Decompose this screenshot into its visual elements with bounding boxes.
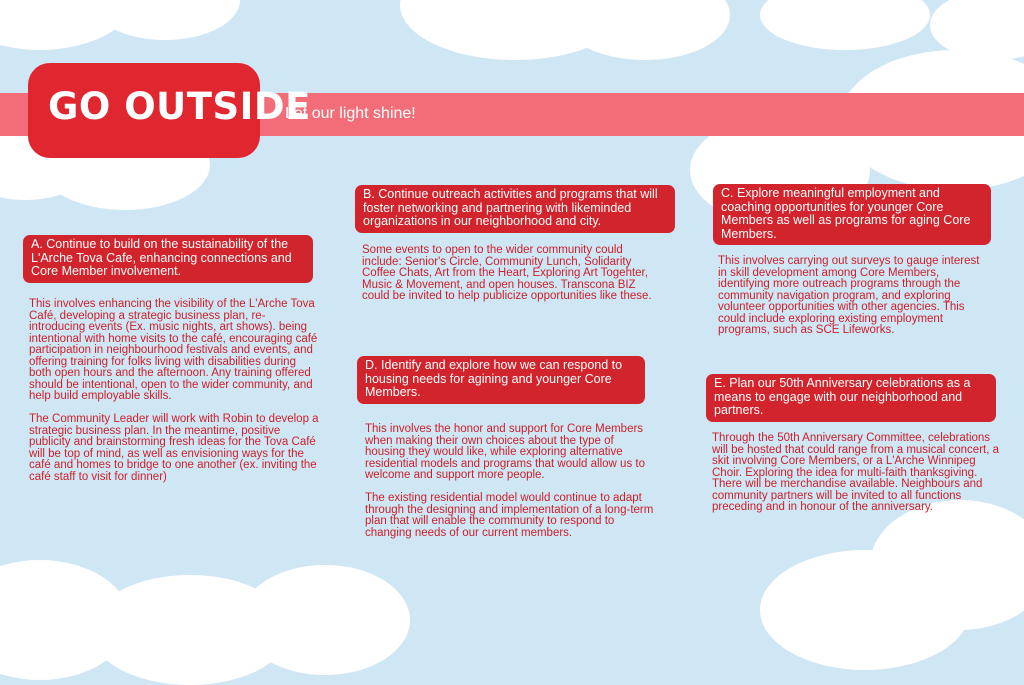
section-a-paragraph-1: This involves enhancing the visibility of the L'Arche Tova Café, developing a strategic business plan, re-introducing events (Ex. music nights, art shows). being intentional with home visits to the café, encouraging café participation in neighbourhood festivals and events, and offering training for folks living with disabilities during both open hours and the afternoon. Any training offered should be intentional, open to the wider community, and help build employable skills. [29, 298, 318, 402]
section-b-heading: B. Continue outreach activities and programs that will foster networking and partnering with likeminded organizations in our neighborhood and city. [355, 185, 675, 233]
section-a-body [29, 299, 319, 495]
section-c-heading: C. Explore meaningful employment and coaching opportunities for younger Core Members as well as programs for aging Core Members. [713, 184, 991, 245]
section-b-body [362, 245, 652, 314]
section-c-paragraph-1: This involves carrying out surveys to gauge interest in skill development among Core Members, identifying more outreach programs through the community navigation program, and exploring volunteer opportunities with other agencies. This could include exploring existing employment programs, such as SCE Lifeworks. [718, 255, 980, 336]
section-d-body [365, 424, 655, 551]
section-b-paragraph-1: Some events to open to the wider community could include: Senior's Circle, Community Lunch, Solidarity Coffee Chats, Art from the Heart, Exploring Art Togehter, Music & Movement, and open houses. Transcona BIZ could be invited to help publicize opportunities like these. [362, 244, 652, 302]
section-c-body [718, 256, 988, 348]
section-a-heading: A. Continue to build on the sustainability of the L'Arche Tova Cafe, enhancing connections and Core Member involvement. [23, 235, 313, 283]
section-d-paragraph-2: The existing residential model would continue to adapt through the designing and implementation of a long-term plan that will enable the community to respond to changing needs of our current members. [365, 492, 654, 539]
section-e-body [712, 433, 1002, 525]
section-d-paragraph-1: This involves the honor and support for Core Members when making their own choices about the type of housing they would like, while exploring alternative residential models and programs that would allow us to welcome and support more people. [365, 423, 645, 481]
section-e-heading: E. Plan our 50th Anniversary celebrations as a means to engage with our neighborhood and partners. [706, 374, 996, 422]
page-title: GO OUTSIDE [48, 85, 311, 128]
section-e-paragraph-1: Through the 50th Anniversary Committee, celebrations will be hosted that could range from a musical concert, a skit involving Core Members, or a L'Arche Winnipeg Choir. Exploring the idea for multi-faith thanksgiving. There will be merchandise available. Neighbours and community partners will be invited to all functions preceding and in honour of the anniversary. [712, 432, 1000, 513]
page-tagline: Let our light shine! [285, 105, 416, 122]
section-a-paragraph-2: The Community Leader will work with Robin to develop a strategic business plan. In the meantime, positive publicity and brainstorming fresh ideas for the Tova Café will be top of mind, as well as envisioning ways for the café and homes to bridge to one another (ex. inviting the café staff to visit for dinner) [29, 413, 319, 483]
section-d-heading: D. Identify and explore how we can respond to housing needs for agining and younger Core Members. [357, 356, 645, 404]
